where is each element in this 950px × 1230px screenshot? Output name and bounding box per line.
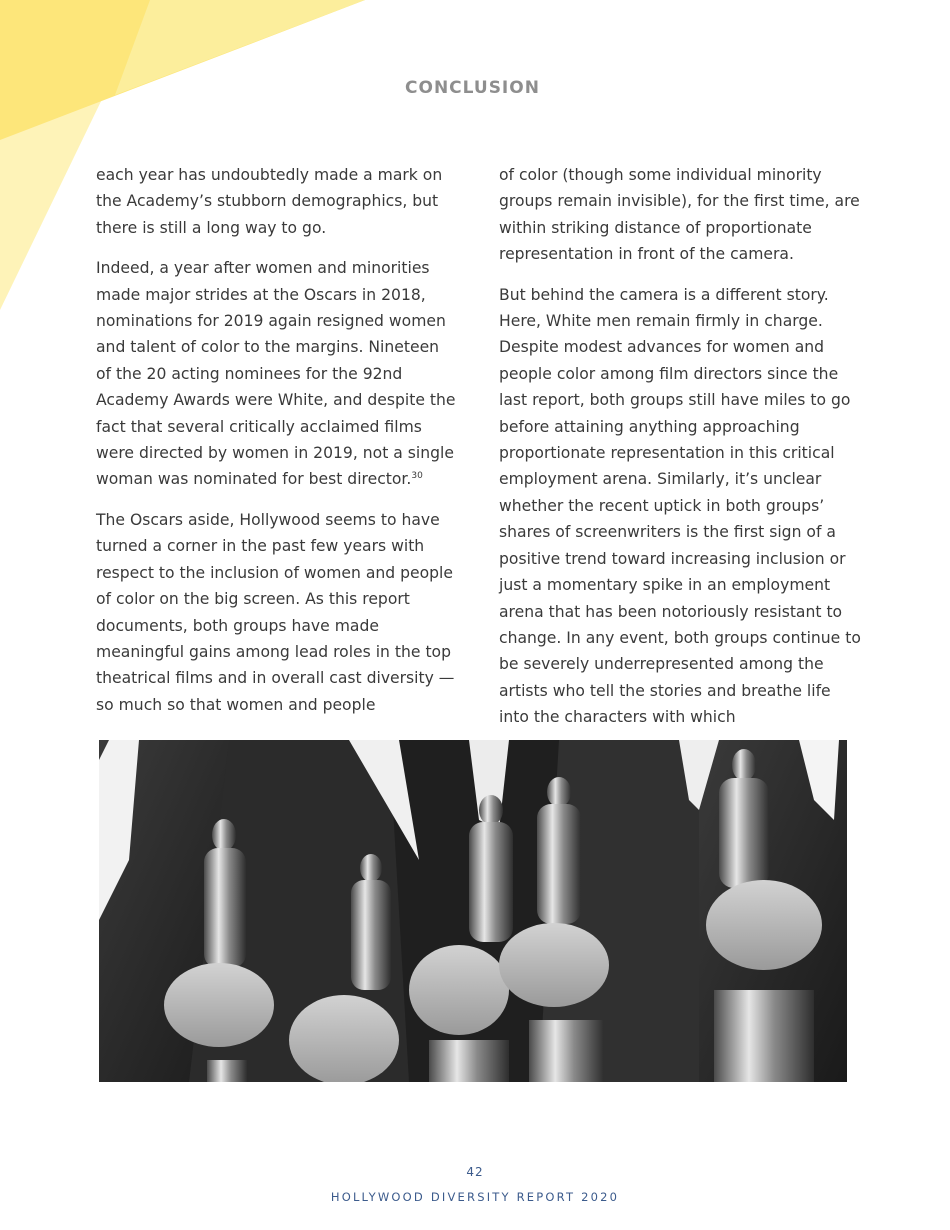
paragraph: each year has undoubtedly made a mark on the Academy’s stubborn demographics, but there is still a long way to go. xyxy=(96,166,443,237)
footnote-marker: 30 xyxy=(411,471,423,482)
text-column-left xyxy=(96,162,458,732)
paragraph: But behind the camera is a different story. Here, White men remain firmly in charge. Despite modest advances for women and people color among film directors since the last report, both groups still have miles to go before attaining anything approaching proportionate representation in this critical employment arena. Similarly, it’s unclear whether the recent uptick in both groups’ shares of screenwriters is the first sign of a positive trend toward increasing inclusion or just a momentary spike in an employment arena that has been notoriously resistant to change. In any event, both groups continue to be severely underrepresented among the artists who tell the stories and breathe life into the characters with which xyxy=(499,285,861,727)
text-column-right xyxy=(499,162,861,745)
section-title: CONCLUSION xyxy=(405,78,540,98)
oscars-statuettes-photo xyxy=(99,740,847,1082)
paragraph xyxy=(96,255,458,493)
page-number: 42 xyxy=(466,1165,484,1179)
footer-report-title: HOLLYWOOD DIVERSITY REPORT 2020 xyxy=(330,1190,620,1204)
paragraph-text: Indeed, a year after women and minorities made major strides at the Oscars in 2018, nominations for 2019 again resigned women and talent of color to the margins. Nineteen of the 20 acting nominees for the 92nd Academy Awards were White, and despite the fact that several critically acclaimed films were directed by women in 2019, not a single woman was nominated for best director. xyxy=(96,259,456,489)
paragraph: The Oscars aside, Hollywood seems to have turned a corner in the past few years with respect to the inclusion of women and people of color on the big screen. As this report documents, both groups have made meaningful gains among lead roles in the top theatrical films and in overall cast diversity — so much so that women and people xyxy=(96,510,455,714)
paragraph: of color (though some individual minority groups remain invisible), for the first time, are within striking distance of proportionate representation in front of the camera. xyxy=(499,166,860,264)
